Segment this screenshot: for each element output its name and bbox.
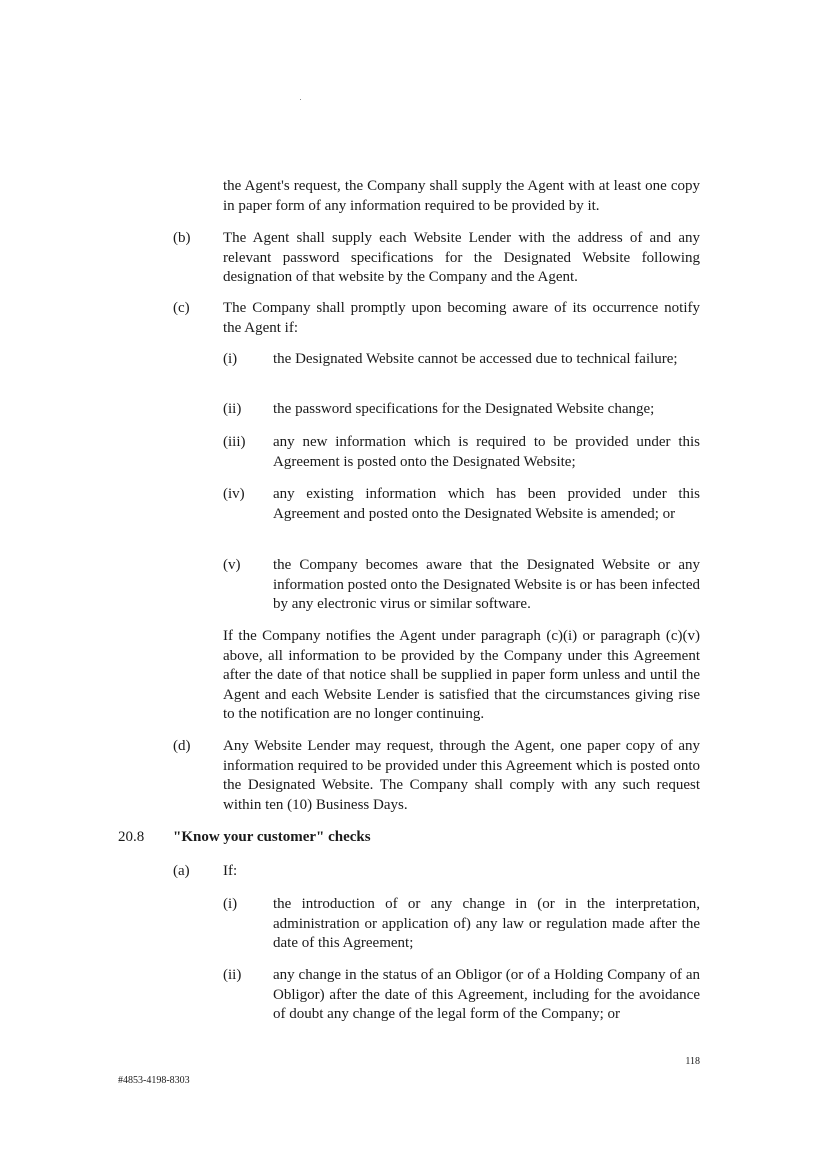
section-heading: "Know your customer" checks bbox=[173, 829, 371, 845]
item-a-text: If: bbox=[223, 863, 238, 879]
item-a-label: (a) bbox=[173, 863, 190, 879]
document-id: #4853-4198-8303 bbox=[118, 1075, 190, 1086]
continuation-paragraph: the Agent's request, the Company shall supply the Agent with at least one copy in paper form of any information required to be provided by it. bbox=[223, 178, 700, 214]
item-c-iv-text: any existing information which has been provided under this Agreement and posted onto the Designated Website is amended; or bbox=[273, 486, 700, 522]
item-d-text: Any Website Lender may request, through the Agent, one paper copy of any information required to be provided under this Agreement which is posted onto the Designated Website. The Company shall comply with any such request within ten (10) Business Days. bbox=[223, 738, 700, 813]
item-d-label: (d) bbox=[173, 738, 191, 754]
item-b-text: The Agent shall supply each Website Lender with the address of and any relevant password specifications for the Designated Website following designation of that website by the Company and the Agent. bbox=[223, 230, 700, 285]
item-c-ii-label: (ii) bbox=[223, 401, 242, 417]
item-b-label: (b) bbox=[173, 230, 191, 246]
item-c-i-label: (i) bbox=[223, 351, 238, 367]
item-c-text: The Company shall promptly upon becoming aware of its occurrence notify the Agent if: bbox=[223, 300, 700, 336]
item-c-iv-label: (iv) bbox=[223, 486, 245, 502]
item-c-iii-text: any new information which is required to be provided under this Agreement is posted onto the Designated Website; bbox=[273, 434, 700, 470]
item-c-label: (c) bbox=[173, 300, 190, 316]
item-c-iii-label: (iii) bbox=[223, 434, 246, 450]
item-a-ii-text: any change in the status of an Obligor (or of a Holding Company of an Obligor) after the date of this Agreement, including for the avoidance of doubt any change of the legal form of the Company; or bbox=[273, 967, 700, 1022]
item-c-v-text: the Company becomes aware that the Designated Website or any information posted onto the Designated Website is or has been infected by any electronic virus or similar software. bbox=[273, 557, 700, 612]
item-c-closing-paragraph: If the Company notifies the Agent under paragraph (c)(i) or paragraph (c)(v) above, all information to be provided by the Company under this Agreement after the date of that notice shall be supplied in paper form unless and until the Agent and each Website Lender is satisfied that the circumstances giving rise to the notification are no longer continuing. bbox=[223, 628, 700, 722]
item-c-ii-text: the password specifications for the Designated Website change; bbox=[273, 401, 655, 417]
page-number: 118 bbox=[685, 1056, 700, 1067]
item-a-i-label: (i) bbox=[223, 896, 238, 912]
item-a-i-text: the introduction of or any change in (or in the interpretation, administration or application of) any law or regulation made after the date of this Agreement; bbox=[273, 896, 700, 951]
item-a-ii-label: (ii) bbox=[223, 967, 242, 983]
scan-artifact bbox=[300, 99, 301, 100]
item-c-i-text: the Designated Website cannot be accessed due to technical failure; bbox=[273, 351, 678, 367]
section-number: 20.8 bbox=[118, 829, 145, 845]
item-c-v-label: (v) bbox=[223, 557, 241, 573]
